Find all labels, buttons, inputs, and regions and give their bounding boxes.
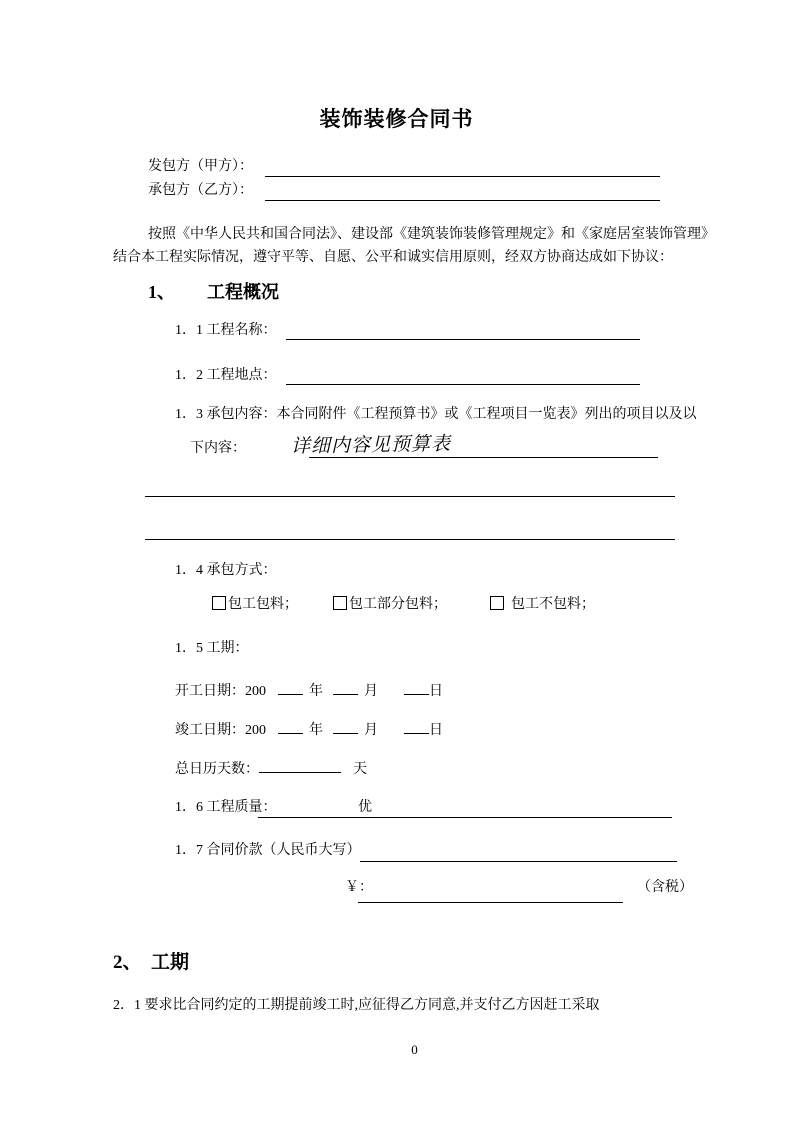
end-date-month-blank[interactable]	[333, 731, 358, 734]
project-name-blank-line[interactable]	[286, 339, 640, 340]
start-date-month-unit: 月	[364, 684, 378, 699]
contract-mode-option-1	[212, 596, 298, 614]
amount-currency-label: ￥：	[345, 880, 373, 895]
end-date-day-unit: 日	[429, 723, 443, 738]
contract-content-handwritten-value: 详细内容见预算表	[290, 432, 452, 458]
amount-tax-note: （含税）	[637, 880, 693, 895]
project-location-blank-line[interactable]	[286, 384, 640, 385]
start-date-century-prefix: 200	[245, 684, 266, 699]
start-date-year-blank[interactable]	[278, 692, 303, 695]
section-2-number: 2、	[113, 952, 142, 973]
start-date-row	[175, 683, 443, 701]
preamble-line-2: 结合本工程实际情况，遵守平等、自愿、公平和诚实信用原则，经双方协商达成如下协议：	[113, 250, 673, 265]
page-number: 0	[411, 1042, 418, 1057]
contract-content-label: 1．3 承包内容：本合同附件《工程预算书》或《工程项目一览表》列出的项目以及以	[175, 407, 697, 422]
checkbox-full-labor-and-material-label: 包工包料；	[228, 597, 298, 612]
document-title: 装饰装修合同书	[319, 107, 474, 131]
contract-content-blank-line-3[interactable]	[145, 539, 675, 540]
start-date-day-blank[interactable]	[404, 692, 429, 695]
duration-label: 1．5 工期：	[175, 641, 249, 656]
checkbox-labor-no-material[interactable]	[490, 596, 504, 610]
start-date-label: 开工日期：	[175, 684, 245, 699]
section-1-title: 工程概况	[207, 282, 279, 302]
contract-mode-label: 1．4 承包方式：	[175, 563, 277, 578]
total-days-row	[175, 761, 367, 779]
contract-mode-option-2	[333, 596, 447, 614]
contract-price-label: 1．7 合同价款（人民币大写）	[175, 843, 361, 858]
end-date-row	[175, 722, 443, 740]
preamble-line-1: 按照《中华人民共和国合同法》、建设部《建筑装饰装修管理规定》和《家庭居室装饰管理》	[148, 227, 715, 242]
project-location-label: 1．2 工程地点：	[175, 368, 277, 383]
end-date-century-prefix: 200	[245, 723, 266, 738]
contract-content-continuation-label: 下内容：	[190, 441, 246, 456]
end-date-month-unit: 月	[364, 723, 378, 738]
end-date-day-blank[interactable]	[404, 731, 429, 734]
party-b-blank-line[interactable]	[265, 200, 660, 201]
contract-mode-option-3	[490, 596, 595, 614]
quality-filled-value: 优	[358, 800, 372, 815]
start-date-month-blank[interactable]	[333, 692, 358, 695]
clause-2-1-text: 2．1 要求比合同约定的工期提前竣工时,应征得乙方同意,并支付乙方因赶工采取	[113, 998, 600, 1013]
end-date-year-blank[interactable]	[278, 731, 303, 734]
contract-price-blank-line[interactable]	[360, 861, 677, 862]
party-a-label: 发包方（甲方）：	[148, 159, 253, 174]
checkbox-full-labor-and-material[interactable]	[212, 596, 226, 610]
checkbox-labor-partial-material[interactable]	[333, 596, 347, 610]
contract-content-blank-line-2[interactable]	[145, 496, 675, 497]
contract-content-blank-line-1[interactable]	[309, 457, 658, 458]
section-2-title: 工期	[151, 952, 190, 973]
project-name-label: 1．1 工程名称：	[175, 323, 277, 338]
party-a-blank-line[interactable]	[265, 176, 660, 177]
end-date-year-unit: 年	[309, 723, 323, 738]
start-date-day-unit: 日	[429, 684, 443, 699]
quality-blank-line[interactable]	[258, 817, 672, 818]
section-1-number: 1、	[148, 282, 175, 302]
start-date-year-unit: 年	[309, 684, 323, 699]
checkbox-labor-no-material-label: 包工不包料；	[511, 597, 595, 612]
total-days-label: 总日历天数：	[175, 762, 259, 777]
end-date-label: 竣工日期：	[175, 723, 245, 738]
quality-label: 1．6 工程质量：	[175, 800, 277, 815]
checkbox-labor-partial-material-label: 包工部分包料；	[349, 597, 447, 612]
total-days-blank[interactable]	[259, 770, 341, 773]
total-days-unit: 天	[353, 762, 367, 777]
amount-blank-line[interactable]	[358, 902, 623, 903]
party-b-label: 承包方（乙方）：	[148, 183, 253, 198]
